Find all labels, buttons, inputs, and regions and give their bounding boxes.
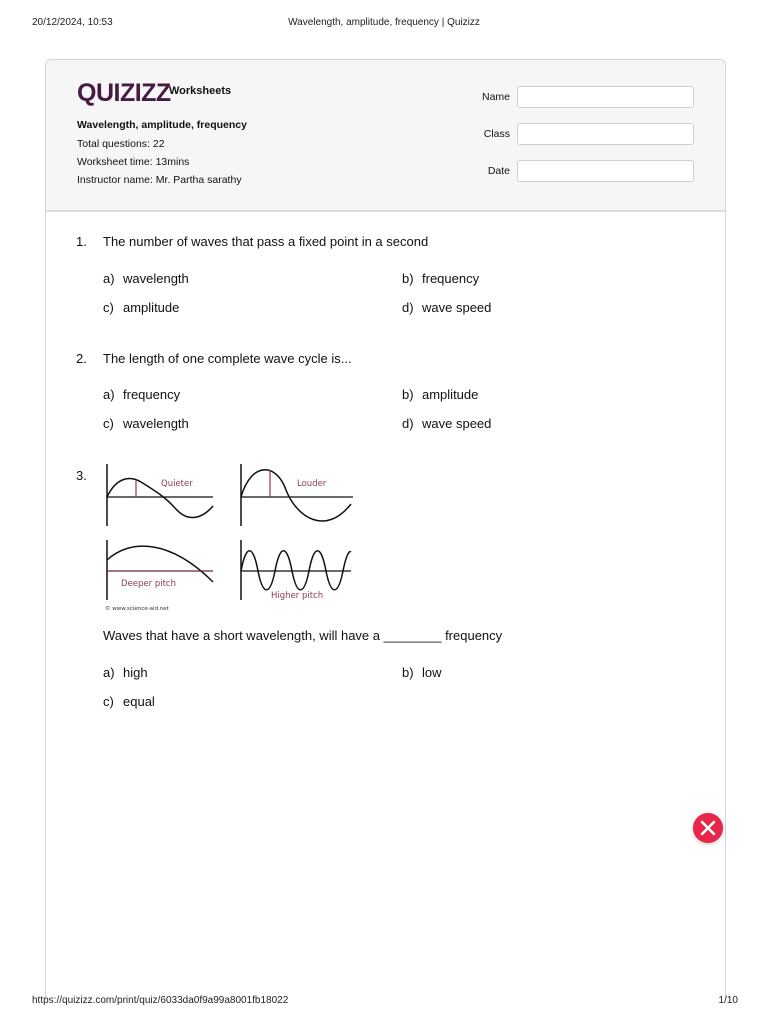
wave-panel-louder (241, 464, 353, 526)
label-deeper-pitch: Deeper pitch (121, 579, 176, 589)
name-field[interactable] (517, 86, 694, 108)
question-text: Waves that have a short wavelength, will have a ________ frequency (103, 628, 503, 643)
wave-panel-deeper-pitch (107, 540, 213, 600)
option-b[interactable]: b) amplitude (402, 387, 479, 402)
option-a[interactable]: a) high (103, 665, 148, 680)
question-text: The length of one complete wave cycle is... (103, 351, 352, 366)
option-a[interactable]: a) wavelength (103, 271, 189, 286)
quizizz-logo (77, 80, 171, 106)
question-number: 3. (76, 468, 87, 483)
option-c[interactable]: c) amplitude (103, 300, 180, 315)
option-d[interactable]: d) wave speed (402, 300, 492, 315)
worksheet-card (45, 59, 726, 1000)
option-c[interactable]: c) equal (103, 694, 155, 709)
option-b[interactable]: b) low (402, 665, 442, 680)
class-label: Class (483, 128, 510, 140)
worksheet-header (46, 60, 725, 212)
quizizz-floating-button[interactable] (693, 813, 723, 843)
close-x-icon (700, 820, 716, 836)
worksheet-time: Worksheet time: 13mins (77, 156, 190, 168)
worksheet-title: Wavelength, amplitude, frequency (77, 119, 247, 131)
logo-subtitle: Worksheets (169, 85, 232, 97)
print-title: Wavelength, amplitude, frequency | Quizizz (288, 17, 480, 28)
option-c[interactable]: c) wavelength (103, 416, 189, 431)
label-louder: Louder (297, 479, 327, 489)
name-label: Name (481, 91, 510, 103)
page-number: 1/10 (718, 995, 738, 1006)
date-label: Date (487, 165, 510, 177)
logo-text: QUIZIZZ (77, 79, 171, 107)
print-datetime: 20/12/2024, 10:53 (32, 17, 113, 28)
option-a[interactable]: a) frequency (103, 387, 181, 402)
wave-panel-higher-pitch (241, 540, 351, 601)
label-quieter: Quieter (161, 479, 193, 489)
question-text: The number of waves that pass a fixed point in a second (103, 234, 429, 249)
instructor-name: Instructor name: Mr. Partha sarathy (77, 174, 242, 186)
date-field[interactable] (517, 160, 694, 182)
wave-diagram (101, 460, 361, 612)
class-field[interactable] (517, 123, 694, 145)
question-number: 1. (76, 234, 87, 249)
question-number: 2. (76, 351, 87, 366)
label-higher-pitch: Higher pitch (271, 591, 324, 601)
print-header (32, 17, 736, 31)
total-questions: Total questions: 22 (77, 138, 165, 150)
figure-credit: © www.science-aid.net (105, 606, 169, 612)
print-url[interactable]: https://quizizz.com/print/quiz/6033da0f9a99a8001fb18022 (32, 995, 289, 1006)
wave-panel-quieter (107, 464, 213, 526)
option-b[interactable]: b) frequency (402, 271, 480, 286)
print-footer (32, 995, 738, 1009)
option-d[interactable]: d) wave speed (402, 416, 492, 431)
